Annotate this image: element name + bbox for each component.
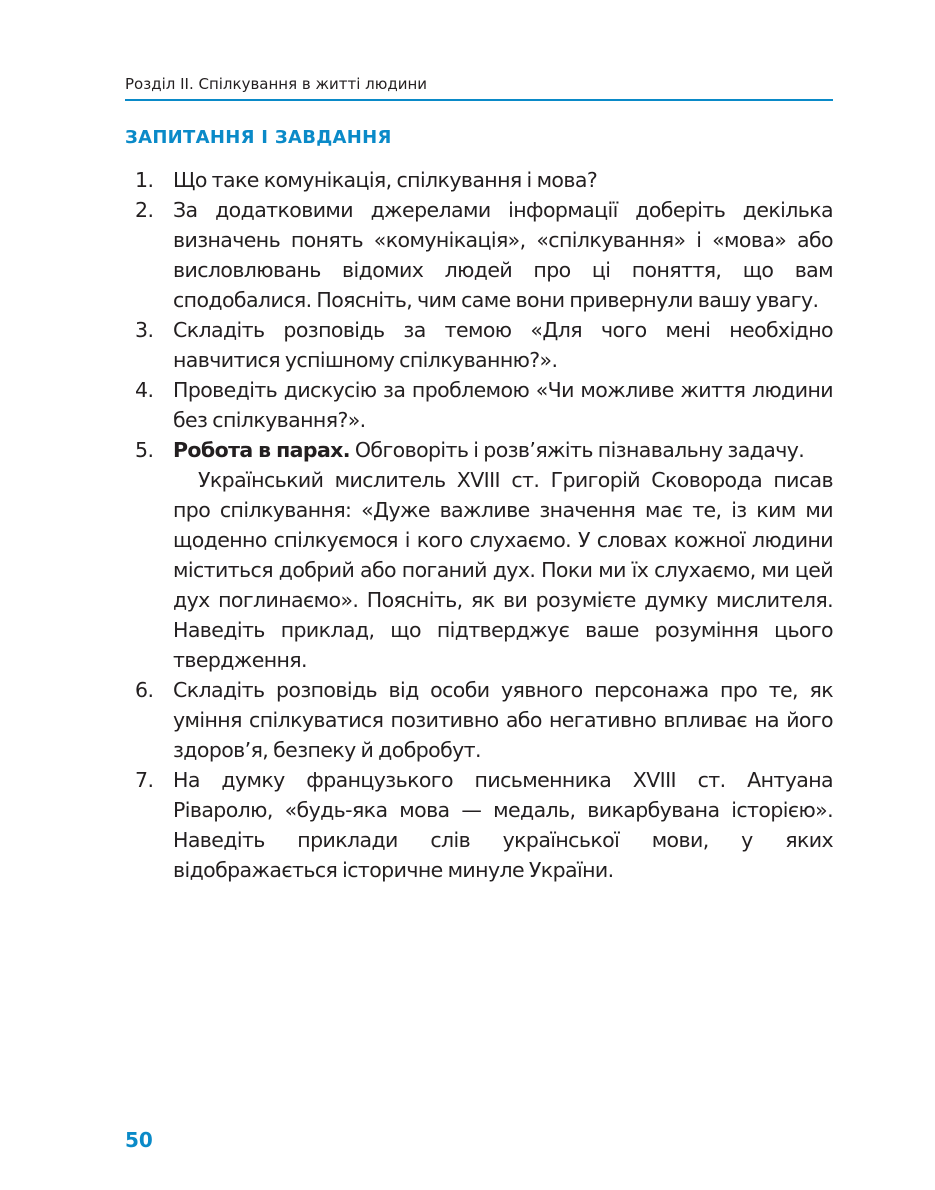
question-number: 1. bbox=[135, 168, 154, 192]
question-item-1 bbox=[125, 165, 833, 195]
header-divider bbox=[125, 99, 833, 101]
question-number: 2. bbox=[135, 198, 154, 222]
section-title: ЗАПИТАННЯ І ЗАВДАННЯ bbox=[125, 127, 392, 148]
question-number: 3. bbox=[135, 318, 154, 342]
question-list bbox=[125, 165, 833, 885]
question-text bbox=[173, 435, 833, 465]
question-text: За додатковими джерелами інформації доберіть декілька визначень понять «комунікація», «спілкування» і «мова» або висловлювань відомих людей про ці поняття, що вам сподобалися. Поясніть, чим саме вони привернули вашу увагу. bbox=[173, 198, 833, 312]
question-item-5 bbox=[125, 435, 833, 675]
question-item-4 bbox=[125, 375, 833, 435]
page-number: 50 bbox=[125, 1128, 153, 1152]
question-text: На думку французького письменника XVIII ст. Антуана Ріваролю, «будь-яка мова — медаль, викарбувана історією». Наведіть приклади слів української мови, у яких відображається історичне минуле України. bbox=[173, 768, 833, 882]
question-text: Складіть розповідь за темою «Для чого мені необхідно навчитися успішному спілкуванню?». bbox=[173, 318, 833, 372]
question-item-3 bbox=[125, 315, 833, 375]
question-number: 4. bbox=[135, 378, 154, 402]
task-lead-label: Робота в парах. bbox=[173, 438, 350, 462]
question-item-2 bbox=[125, 195, 833, 315]
question-number: 7. bbox=[135, 768, 154, 792]
task-paragraph: Український мислитель XVIII ст. Григорій Сковорода писав про спілкування: «Дуже важливе значення має те, із ким ми щоденно спілкуємося і кого слухаємо. У словах кожної людини міститься добрий або поганий дух. Поки ми їх слухаємо, ми цей дух поглинаємо». Поясніть, як ви розумієте думку мислителя. Наведіть приклад, що підтверджує ваше розуміння цього твердження. bbox=[173, 468, 833, 672]
question-text: Що таке комунікація, спілкування і мова? bbox=[173, 168, 598, 192]
question-item-7 bbox=[125, 765, 833, 885]
question-number: 6. bbox=[135, 678, 154, 702]
running-header: Розділ ІІ. Спілкування в житті людини bbox=[125, 75, 428, 93]
task-instruction: Обговоріть і розв’яжіть пізнавальну задачу. bbox=[349, 438, 805, 462]
question-text: Проведіть дискусію за проблемою «Чи можливе життя людини без спілкування?». bbox=[173, 378, 833, 432]
question-text: Складіть розповідь від особи уявного персонажа про те, як уміння спілкуватися позитивно або негативно впливає на його здоров’я, безпеку й добробут. bbox=[173, 678, 833, 762]
question-number: 5. bbox=[135, 438, 154, 462]
question-item-6 bbox=[125, 675, 833, 765]
